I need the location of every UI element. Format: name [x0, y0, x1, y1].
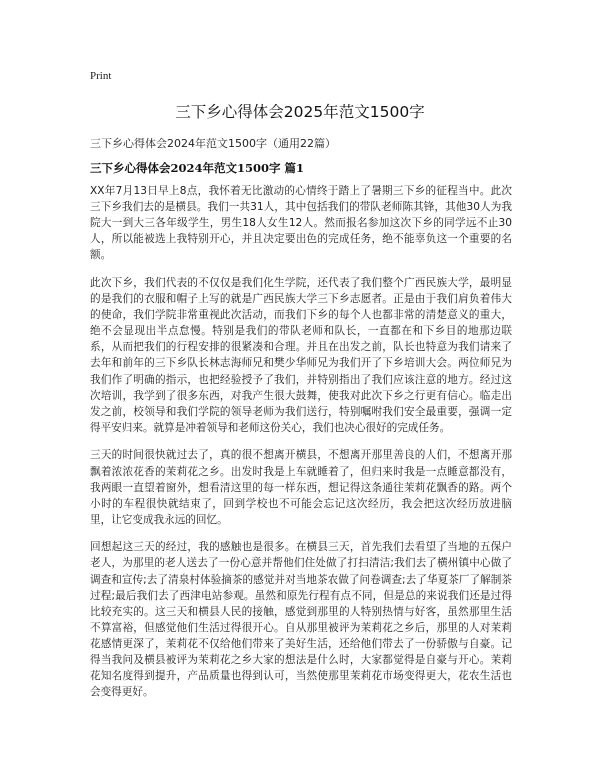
document-title: 三下乡心得体会2025年范文1500字	[175, 103, 425, 121]
document-subtitle: 三下乡心得体会2024年范文1500字（通用22篇）	[90, 137, 336, 150]
paragraph-2: 此次下乡，我们代表的不仅仅是我们化生学院，还代表了我们整个广西民族大学，最明显的是我们的衣服和帽子上写的就是广西民族大学三下乡志愿者。正是由于我们肩负着伟大的使命，我们学院非常重视此次活动，而我们下乡的每个人也都非常的清楚意义的重大，绝不会显现出半点怠慢。特别是我们的带队老师和队长，一直都在和下乡目的地那边联系，从而把我们的行程安排的很紧凑和合理。并且在出发之前，队长也特意为我们请来了去年和前年的三下乡队长林志海师兄和樊少华师兄为我们开了下乡培训大会。两位师兄为我们作了明确的指示，也把经验授予了我们，并特别指出了我们应该注意的地方。经过这次培训，我学到了很多东西，对我产生很大鼓舞，使我对此次下乡之行更有信心。临走出发之前，校领导和我们学院的领导老师为我们送行，特别嘱咐我们安全最重要，强调一定得平安归来。就算是冲着领导和老师这份关心，我们也决心很好的完成任务。	[90, 276, 512, 434]
section-heading: 三下乡心得体会2024年范文1500字 篇1	[90, 161, 305, 175]
document-body	[90, 183, 512, 712]
print-label: Print	[90, 70, 112, 82]
paragraph-3: 三天的时间很快就过去了，真的很不想离开横县，不想离开那里善良的人们，不想离开那飘着浓浓花香的茉莉花之乡。出发时我是上车就睡着了，但归来时我是一点睡意都没有，我两眼一直望着窗外，想看清这里的每一样东西，想记得这条通往茉莉花飘香的路。两个小时的车程很快就结束了，回到学校也不可能会忘记这次经历，我会把这次经历放进脑里，让它变成我永远的回忆。	[90, 449, 512, 526]
paragraph-4: 回想起这三天的经过，我的感触也是很多。在横县三天，首先我们去看望了当地的五保户老人，为那里的老人送去了一份心意并帮他们住处做了打扫清洁;我们去了横州镇中心做了调查和宣传;去了清泉村体验摘茶的感觉并对当地茶农做了问卷调查;去了华夏茶厂了解制茶过程;最后我们去了西津电站参观。虽然和原先行程有点不同，但是总的来说我们还是过得比较充实的。这三天和横县人民的接触，感觉到那里的人特别热情与好客，虽然那里生活不算富裕，但感觉他们生活过得很开心。自从那里被评为茉莉花之乡后，那里的人对茉莉花感情更深了，茉莉花不仅给他们带来了美好生活，还给他们带去了一份骄傲与自豪。记得当我问及横县被评为茉莉花之乡大家的想法是什么时，大家都觉得是自豪与开心。茉莉花知名度得到提升，产品质量也得到认可，当然使那里茉莉花市场变得更大，花农生活也会变得更好。	[90, 541, 512, 699]
paragraph-1: XX年7月13日早上8点，我怀着无比激动的心情终于踏上了暑期三下乡的征程当中。此次三下乡我们去的是横县。我们一共31人，其中包括我们的带队老师陈其锋，其他30人为我院大一到大三各年级学生，男生18人女生12人。然而报名参加这次下乡的同学远不止30人，所以能被选上我特别开心，并且决定要出色的完成任务，绝不能辜负这一个重要的名额。	[90, 185, 512, 262]
